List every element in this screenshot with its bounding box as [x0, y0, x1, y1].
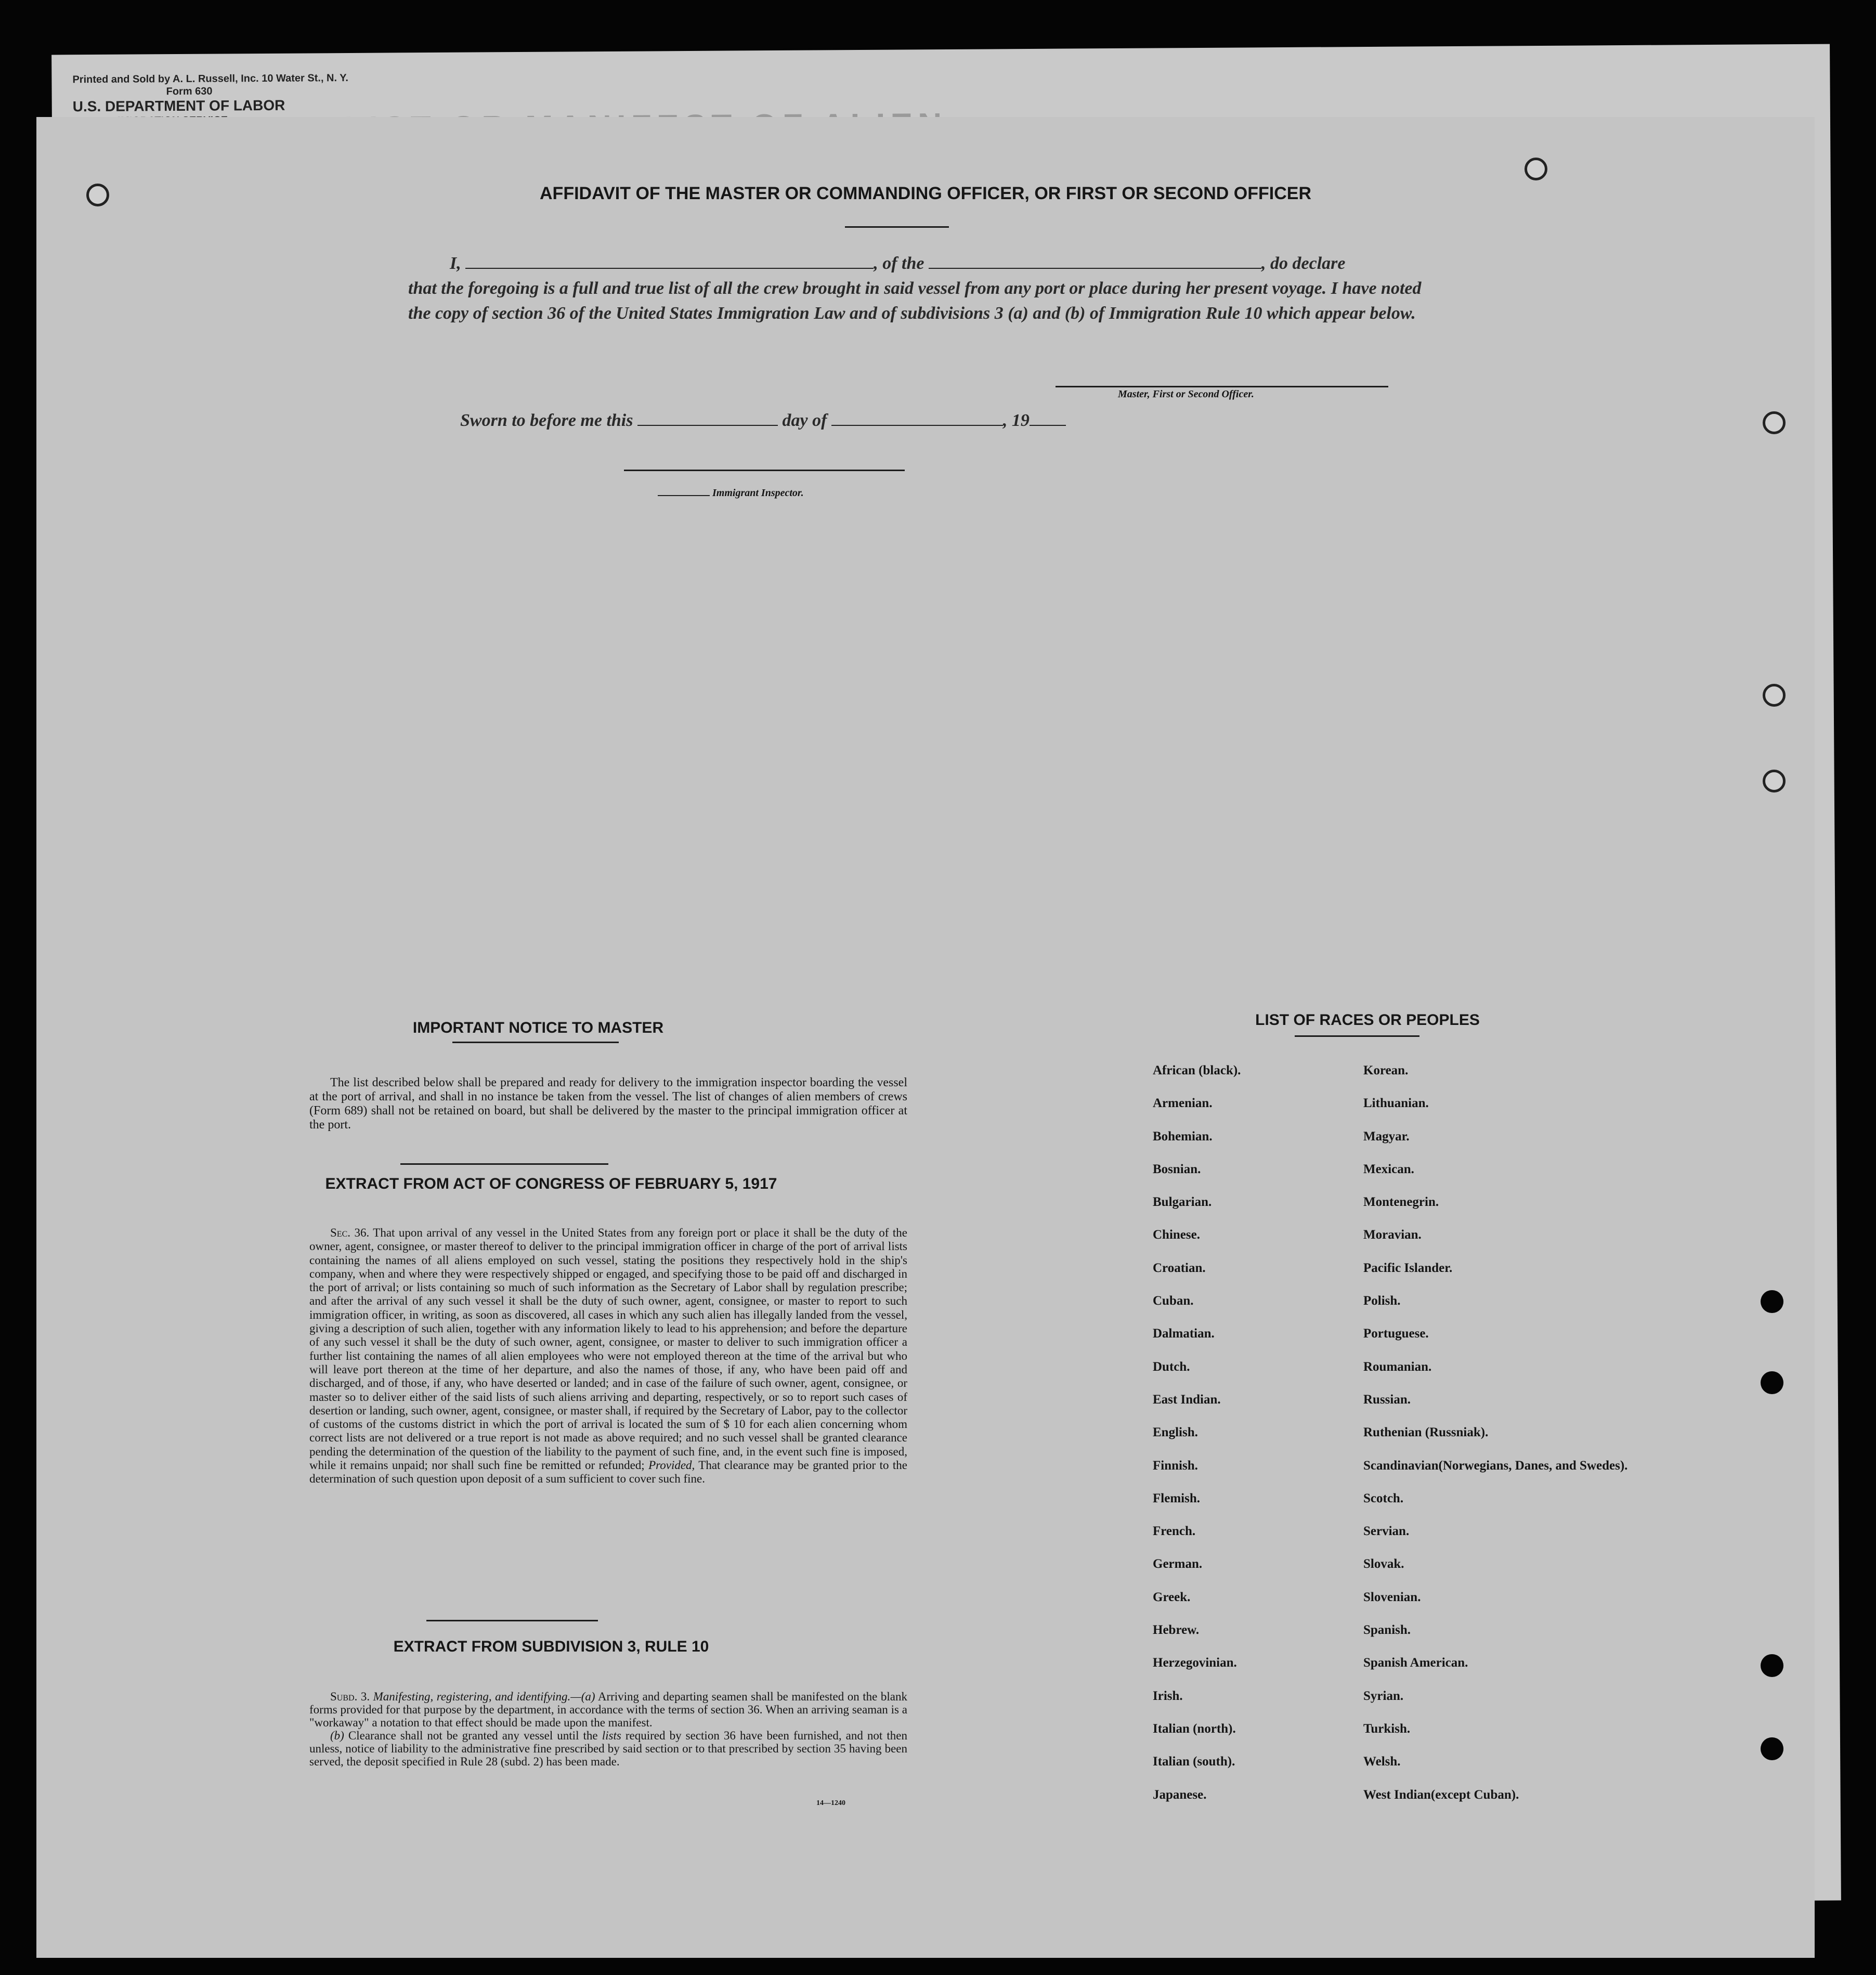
- affidavit-body: I, , of the , do declare that the foregoing is a full and true list of all the crew brought in said vessel from any port or place during her present voyage. I have noted the copy of section 36 of the United States Immigration Law and of subdivisions 3 (a) and (b) of Immigration Rule 10 which appear below.: [408, 254, 1422, 323]
- master-signature-line[interactable]: [1056, 386, 1388, 387]
- printer-imprint: Printed and Sold by A. L. Russell, Inc. 10 Water St., N. Y. Form 630 U.S. DEPARTMENT OF LABOR: [72, 72, 348, 115]
- race-item: Dalmatian.: [1153, 1327, 1215, 1341]
- race-item: Finnish.: [1153, 1458, 1198, 1473]
- race-item: Italian (south).: [1153, 1755, 1235, 1769]
- race-item: Moravian.: [1363, 1228, 1422, 1242]
- notice-title: IMPORTANT NOTICE TO MASTER: [412, 1019, 664, 1036]
- sworn-line: Sworn to before me this day of , 19: [460, 411, 1066, 431]
- rule-10-text: Subd. 3. Manifesting, registering, and identifying.—(a) Arriving and departing seamen shall be manifested on the blank forms provided for that purpose by the department, in accordance with the terms of section 36. When an arriving seaman is a "workaway" a notation to that effect should be made upon the manifest. (b) Clearance shall not be granted any vessel until the lists required by section 36 have been furnished, and not then unless, notice of liability to the administrative fine prescribed by said section or to that prescribed by section 35 having been served, the deposit specified in Rule 28 (subd. 2) has been made.: [309, 1690, 908, 1768]
- sworn-year-field[interactable]: [1030, 425, 1066, 426]
- race-item: Italian (north).: [1153, 1721, 1236, 1736]
- race-item: Chinese.: [1153, 1228, 1200, 1242]
- race-item: Russian.: [1363, 1392, 1411, 1407]
- race-item: Croatian.: [1153, 1261, 1206, 1275]
- race-item: Japanese.: [1153, 1787, 1207, 1802]
- race-item: Spanish American.: [1363, 1656, 1468, 1670]
- binder-hole: [1761, 1371, 1783, 1394]
- master-signature-label: Master, First or Second Officer.: [1118, 388, 1254, 400]
- binder-hole: [86, 184, 109, 206]
- department-name: U.S. DEPARTMENT OF LABOR: [72, 97, 285, 115]
- race-item: Herzegovinian.: [1153, 1656, 1237, 1670]
- race-item: Pacific Islander.: [1363, 1261, 1453, 1275]
- race-item: Scotch.: [1363, 1491, 1404, 1505]
- race-item: Armenian.: [1153, 1096, 1213, 1111]
- races-divider: [1295, 1035, 1419, 1037]
- race-item: Portuguese.: [1363, 1327, 1429, 1341]
- section-divider: [426, 1620, 598, 1621]
- race-item: German.: [1153, 1557, 1203, 1571]
- race-item: West Indian(except Cuban).: [1363, 1787, 1519, 1802]
- races-right-column: [1363, 1063, 1627, 1821]
- binder-hole: [1763, 770, 1786, 792]
- inspector-label: Immigrant Inspector.: [712, 487, 804, 499]
- section-divider: [400, 1163, 608, 1165]
- race-item: Greek.: [1153, 1590, 1191, 1604]
- binder-hole: [1761, 1654, 1783, 1677]
- race-item: Servian.: [1363, 1524, 1410, 1539]
- form-code: 14—1240: [816, 1799, 845, 1807]
- race-item: Bosnian.: [1153, 1162, 1201, 1176]
- race-item: English.: [1153, 1425, 1198, 1440]
- act-extract-title: EXTRACT FROM ACT OF CONGRESS OF FEBRUARY 5, 1917: [325, 1175, 777, 1192]
- race-item: African (black).: [1153, 1063, 1241, 1077]
- race-item: Lithuanian.: [1363, 1096, 1429, 1111]
- sworn-month-field[interactable]: [831, 425, 1003, 426]
- race-item: Welsh.: [1363, 1755, 1401, 1769]
- race-item: Slovenian.: [1363, 1590, 1421, 1604]
- form-sheet: [36, 117, 1815, 1958]
- race-item: Dutch.: [1153, 1359, 1190, 1374]
- inspector-dash: [658, 495, 710, 496]
- notice-text: The list described below shall be prepared and ready for delivery to the immigration inspector boarding the vessel at the port of arrival, and shall in no instance be taken from the vessel. The list of changes of alien members of crews (Form 689) shall not be retained on board, but shall be delivered by the master to the principal immigration officer at the port.: [309, 1076, 907, 1132]
- race-item: Slovak.: [1363, 1557, 1404, 1571]
- race-item: Ruthenian (Russniak).: [1363, 1425, 1489, 1440]
- race-item: Flemish.: [1153, 1491, 1200, 1505]
- affidavit-title: AFFIDAVIT OF THE MASTER OR COMMANDING OFFICER, OR FIRST OR SECOND OFFICER: [540, 184, 1311, 203]
- race-item: Hebrew.: [1153, 1623, 1200, 1638]
- race-item: Scandinavian(Norwegians, Danes, and Swedes).: [1363, 1458, 1628, 1473]
- races-left-column: [1153, 1063, 1241, 1821]
- declarant-name-field[interactable]: [465, 268, 874, 269]
- race-item: Montenegrin.: [1363, 1195, 1439, 1210]
- sworn-day-field[interactable]: [637, 425, 778, 426]
- notice-divider: [452, 1042, 619, 1043]
- binder-hole: [1525, 158, 1547, 180]
- race-item: Bohemian.: [1153, 1129, 1213, 1144]
- race-item: French.: [1153, 1524, 1196, 1539]
- race-item: Cuban.: [1153, 1294, 1194, 1308]
- binder-hole: [1763, 411, 1786, 434]
- races-title: LIST OF RACES OR PEOPLES: [1255, 1011, 1480, 1029]
- binder-hole: [1761, 1737, 1783, 1760]
- race-item: Magyar.: [1363, 1129, 1410, 1144]
- rule-extract-title: EXTRACT FROM SUBDIVISION 3, RULE 10: [393, 1638, 709, 1655]
- race-item: Korean.: [1363, 1063, 1409, 1077]
- race-item: East Indian.: [1153, 1392, 1221, 1407]
- race-item: Roumanian.: [1363, 1359, 1432, 1374]
- race-item: Syrian.: [1363, 1688, 1404, 1703]
- race-item: Turkish.: [1363, 1721, 1411, 1736]
- race-item: Spanish.: [1363, 1623, 1411, 1638]
- race-item: Mexican.: [1363, 1162, 1414, 1176]
- race-item: Polish.: [1363, 1294, 1401, 1308]
- title-divider: [845, 226, 949, 228]
- section-36-text: Sec. 36. That upon arrival of any vessel in the United States from any foreign port or place it shall be the duty of the owner, agent, consignee, or master thereof to deliver to the principal immigration officer in charge of the port of arrival lists containing the names of all aliens employed on such vessel, stating the positions they respectively hold in the ship's company, when and where they were respectively shipped or engaged, and specifying those to be paid off and discharged in the port of arrival; or lists containing so much of such information as the Secretary of Labor shall by regulation prescribe; and after the arrival of any such vessel it shall be the duty of such owner, agent, consignee, or master to report to such immigration officer, in writing, as soon as discovered, all cases in which any such alien has illegally landed from the vessel, giving a description of such alien, together with any information likely to lead to his apprehension; and before the departure of any such vessel it shall be the duty of such owner, agent, consignee, or master to deliver to such immigration officer a further list containing the names of all alien employees who were not employed thereon at the time of the arrival but who will leave port thereon at the time of her departure, and also the names of those, if any, who have been paid off and discharged, and of those, if any, who have deserted or landed; and in case of the failure of such owner, agent, consignee, or master so to deliver either of the said lists of such aliens arriving and departing, respectively, or so to report such cases of desertion or landing, such owner, agent, consignee, or master shall, if required by the Secretary of Labor, pay to the collector of customs of the customs district in which the port of arrival is located the sum of $ 10 for each alien concerning whom correct lists are not delivered or a true report is not made as above required; and no such vessel shall be granted clearance pending the determination of the question of the liability to the payment of such fine, and, in the event such fine is imposed, while it remains unpaid; nor shall such fine be remitted or refunded; Provided, That clearance may be granted prior to the determination of such question upon deposit of a sum sufficient to cover such fine.: [309, 1226, 907, 1486]
- binder-hole: [1763, 684, 1786, 707]
- binder-hole: [1761, 1290, 1783, 1313]
- inspector-signature-line[interactable]: [624, 470, 905, 471]
- vessel-name-field[interactable]: [929, 268, 1261, 269]
- race-item: Irish.: [1153, 1688, 1183, 1703]
- race-item: Bulgarian.: [1153, 1195, 1212, 1210]
